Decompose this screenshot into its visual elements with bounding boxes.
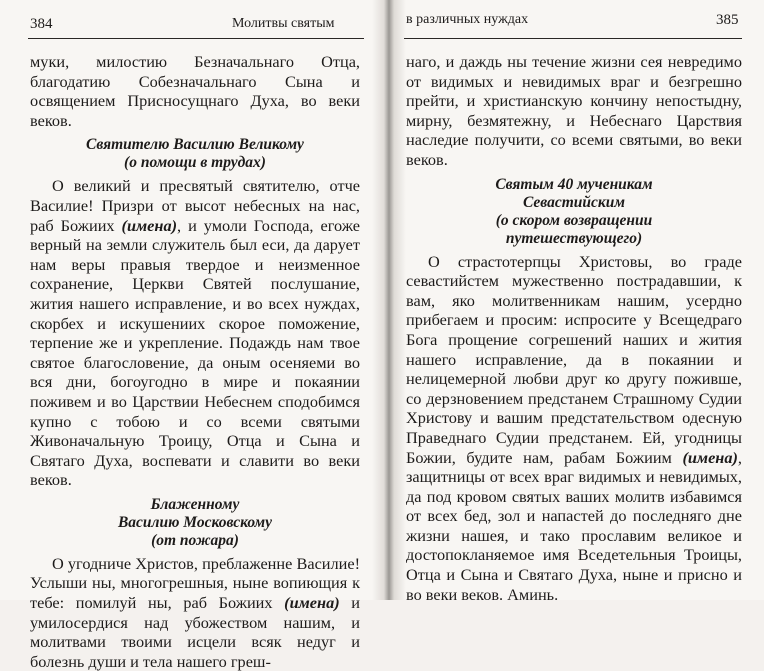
names-marker: (имена) <box>682 447 738 467</box>
heading-line: (от пожара) <box>151 531 239 549</box>
names-marker: (имена) <box>284 593 340 613</box>
paragraph-text: , и умоли Господа, егоже верный на земли служитель был еси, да дарует нам веры правыя твердое и неизменное сохранение, Церкви Святей послушание, жития нашего исправление, и во всех нуждах, скорбех и искушениих скорое поможение, терпение же и укрепление. Подаждь нам твое святое благословение, да оным осеняеми во вся дни, богоугодно в мире и покаянии поживем и во Царствии Небеснем сподобимся купно с тобою и со всеми святыми Живоначальную Троицу, Отца и Сына и Святаго Духа, воспевати и славити во веки веков. <box>30 215 360 490</box>
paragraph-text: и умилосердися над убожеством нашим, и молитвами твоими исцели всяк недуг и болезнь души и тела нашего греш- <box>30 593 360 671</box>
heading-line: (о скором возвращении <box>495 211 653 229</box>
section-heading-basil-great <box>30 136 360 172</box>
names-marker: (имена) <box>121 215 178 235</box>
right-page <box>388 0 764 604</box>
right-header-rule <box>404 38 742 39</box>
prayer-paragraph-basil-great <box>30 176 360 490</box>
heading-line: путешествующего) <box>505 229 643 247</box>
right-page-number: 385 <box>716 12 739 28</box>
right-running-title: в различных нуждах <box>406 12 529 27</box>
heading-line: Святителю Василию Великому <box>86 136 304 154</box>
paragraph-text: О страстотерпцы Христовы, во граде севастийстем мужественно пострадавшии, к вам, яко молитвенникам нашим, усердно прибегаем и просим: испросите у Всещедраго Бога прощение согрешений наших и жития нашего исправление, да в покаянии и нелицемерной любви друг ко другу поживше, со дерзновением предстанем Страшному Судии Христову и вашим предстательством одесную Праведнаго Судии предстанем. Ей, угодницы Божии, будите нам, рабам Божиим <box>406 251 742 467</box>
left-running-title: Молитвы святым <box>232 16 335 31</box>
paragraph-text: , защитницы от всех враг видимых и невидимых, да под кровом святых ваших молитв избавимся от всех бед, зол и напастей до последняго дне жизни нашея, и тако прославим великое и достопокланяемое имя Вседетельныя Троицы, Отца и Сына и Святаго Духа, ныне и присно и во веки веков. Аминь. <box>406 447 742 604</box>
prayer-paragraph-basil-moscow <box>30 554 360 671</box>
heading-line: Святым 40 мученикам <box>495 175 653 193</box>
section-heading-40-martyrs <box>406 176 742 248</box>
section-heading-basil-moscow <box>30 496 360 550</box>
heading-line: Блаженному <box>150 495 240 513</box>
heading-line: Севастийским <box>522 193 626 211</box>
heading-line: (о помощи в трудах) <box>124 154 266 172</box>
left-page-number: 384 <box>30 16 53 32</box>
left-text-block <box>30 52 360 671</box>
paragraph-text: О великий и пресвятый святителю, отче Василие! Призри от высот небесных на нас, раб Божиих <box>30 176 360 235</box>
left-header-rule <box>28 38 364 39</box>
left-intro-paragraph: муки, милостию Безначальнаго Отца, благодатию Собезначальнаго Сына и освящением Присносущнаго Духа, во веки веков. <box>30 52 360 130</box>
heading-line: Василию Московскому <box>117 513 273 531</box>
prayer-paragraph-40-martyrs <box>406 252 742 605</box>
paragraph-text: О угодниче Христов, преблаженне Василие! Услыши ны, многогрешныя, ныне вопиющия к тебе: помилуй ны, раб Божиих <box>30 553 360 613</box>
right-text-block <box>406 52 742 604</box>
right-intro-paragraph: наго, и даждь ны течение жизни сея невредимо от видимых и невидимых враг и безгрешно прейти, и христианскую кончину непостыдну, мирну, безмятежну, и Небеснаго Царствия наследие получити, со всеми святыми, во веки веков. <box>406 52 742 169</box>
